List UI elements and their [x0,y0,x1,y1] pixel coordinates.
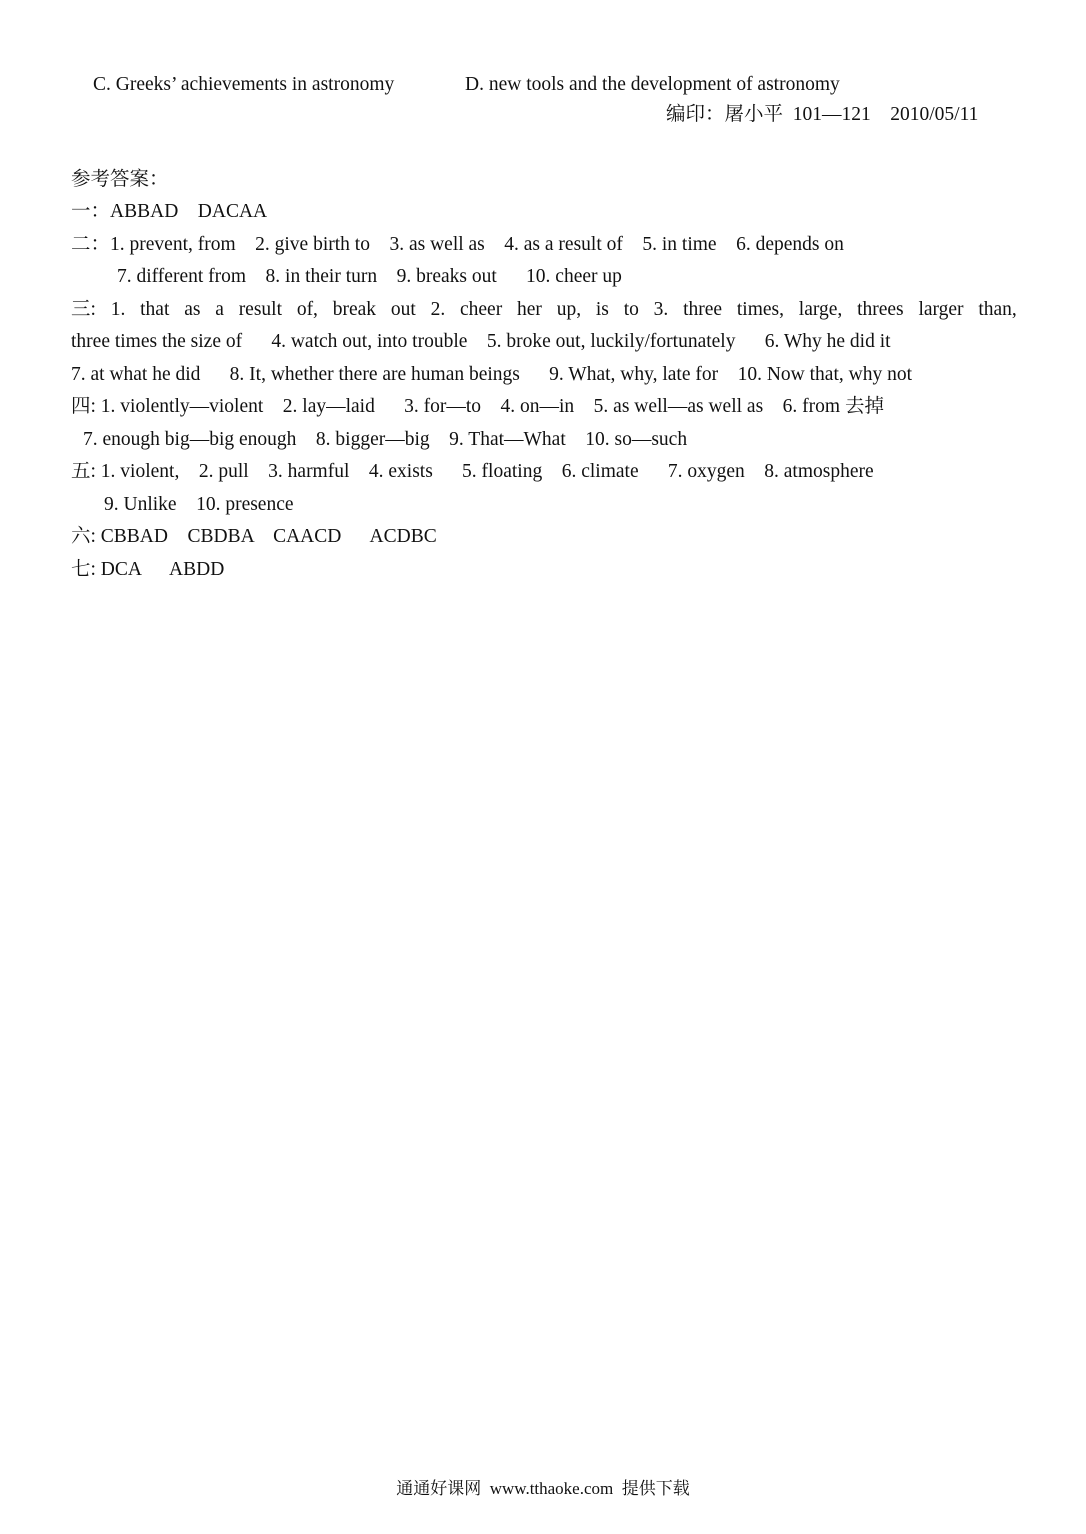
section-1 [71,200,267,224]
section-2-line-2: 7. different from 8. in their turn 9. breaks out 10. cheer up [117,266,622,287]
option-d: D. new tools and the development of astronomy [465,74,840,95]
section-3-word: to [623,299,639,320]
section-3-word: break [332,299,377,320]
section-3-word: 3. [653,299,669,320]
compiler-info [666,103,978,127]
section-3-word: of, [296,299,318,320]
section-3-word: that [140,299,170,320]
section-5-line-2: 9. Unlike 10. presence [104,494,294,515]
section-4-line-2: 7. enough big—big enough 8. bigger—big 9. That—What 10. so—such [83,429,688,450]
option-c: C. Greeks’ achievements in astronomy [93,74,395,95]
section-3-word: a [215,299,224,320]
section-2-label: 二： [71,234,111,255]
section-2-line-1 [71,233,844,257]
section-3-word: 2. [430,299,446,320]
section-1-label: 一： [71,201,111,222]
section-4-line-1: 四: 1. violently—violent 2. lay—laid 3. for—to 4. on—in 5. as well—as well as 6. from 去掉 [71,396,884,417]
section-3-word: as [184,299,201,320]
section-3-word: 三: [71,299,96,320]
section-3-word: cheer [459,299,503,320]
section-3-word: large, [798,299,843,320]
section-3-word: times, [736,299,784,320]
section-7: 七: DCA ABDD [71,559,225,580]
answers-heading: 参考答案： [71,169,169,190]
section-3-word: larger [918,299,964,320]
section-1-text: ABBAD DACAA [110,201,268,222]
section-3-word: than, [978,299,1017,320]
compiler-range: 101—121 [792,104,871,125]
section-3-word: three [683,299,723,320]
section-3-word: threes [857,299,904,320]
section-2-line-1-text: 1. prevent, from 2. give birth to 3. as well as 4. as a result of 5. in time 6. depends on [110,234,844,255]
section-3-word: her [517,299,542,320]
compiler-date: 2010/05/11 [890,104,979,125]
section-5-line-1: 五: 1. violent, 2. pull 3. harmful 4. exists 5. floating 6. climate 7. oxygen 8. atmosphere [71,461,874,482]
section-3-word: up, [556,299,582,320]
section-3-line-3: 7. at what he did 8. It, whether there are human beings 9. What, why, late for 10. Now that, why not [71,364,913,385]
section-3-line-2: three times the size of 4. watch out, into trouble 5. broke out, luckily/fortunately 6. Why he did it [71,331,891,352]
section-3-word: is [595,299,609,320]
section-3-word: 1. [110,299,126,320]
section-3-line-1 [71,298,1017,322]
section-3-word: out [390,299,416,320]
page-footer: 通通好课网 www.tthaoke.com 提供下载 [396,1479,690,1498]
section-3-word: result [238,299,283,320]
section-6: 六: CBBAD CBDBA CAACD ACDBC [71,526,437,547]
compiler-label: 编印：屠小平 [666,104,784,125]
